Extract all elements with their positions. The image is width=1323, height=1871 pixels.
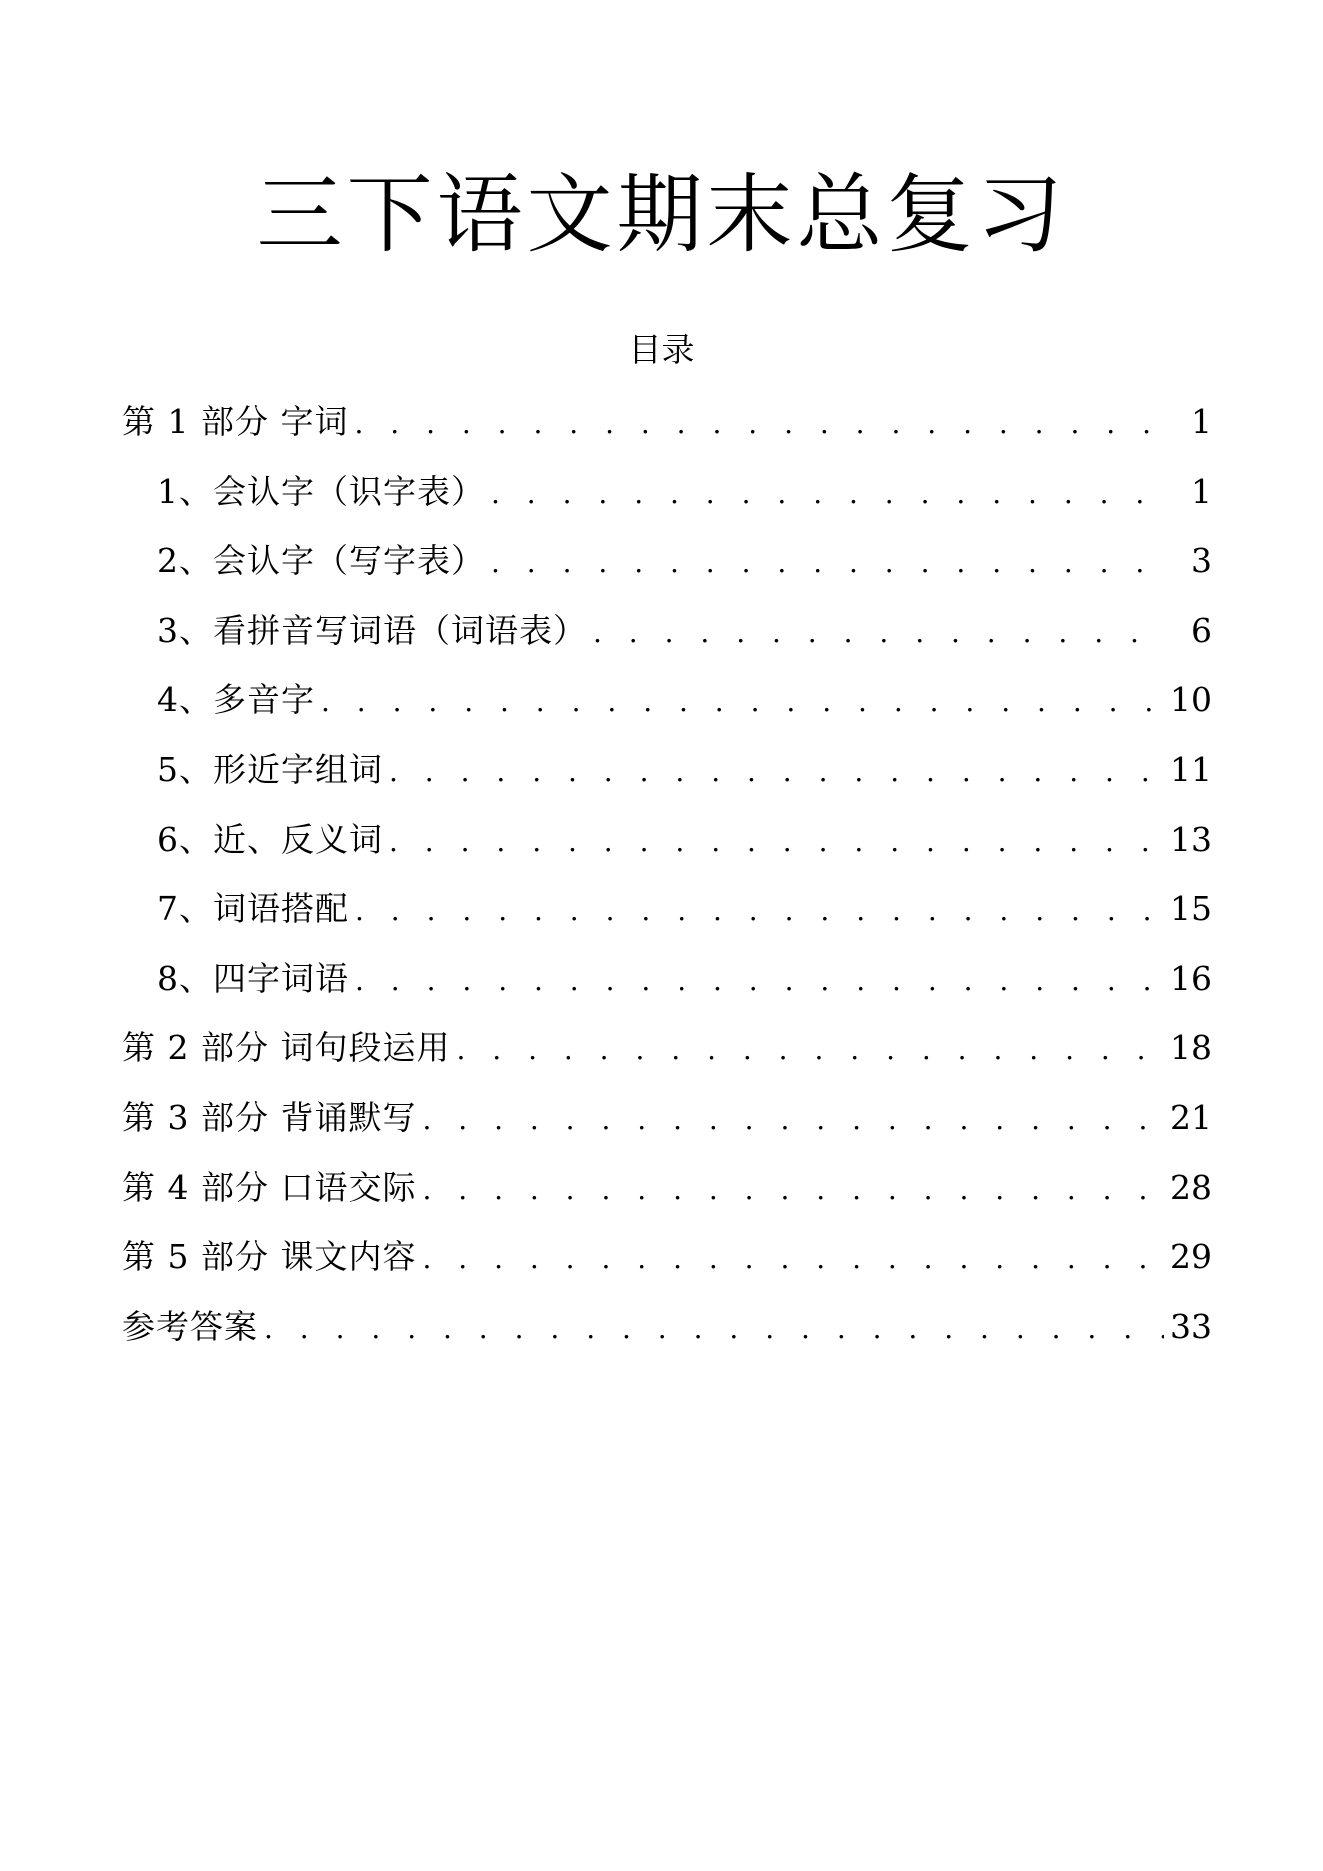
toc-page-number: 18 [1170, 1028, 1212, 1068]
toc-dot-leader [593, 611, 1166, 655]
toc-dot-leader [355, 959, 1164, 1003]
toc-entry-label: 6、近、反义词 [157, 819, 383, 859]
toc-entry-label: 3、看拼音写词语（词语表） [157, 610, 587, 650]
toc-entry-label: 7、词语搭配 [157, 889, 349, 929]
toc-page-number: 33 [1170, 1306, 1212, 1346]
toc-entry-1-1[interactable] [122, 470, 1212, 540]
toc-entry-label: 2、会认字（写字表） [157, 541, 485, 581]
toc-page-number: 16 [1170, 958, 1212, 998]
toc-page-number: 1 [1191, 402, 1212, 441]
toc-entry-part-1[interactable] [122, 400, 1212, 470]
toc-page-number: 6 [1191, 610, 1212, 650]
toc-entry-label: 4、多音字 [157, 680, 315, 720]
toc-entry-label: 第 1 部分 字词 [122, 402, 349, 441]
toc-entry-label: 第 3 部分 背诵默写 [122, 1097, 417, 1137]
toc-entry-1-5[interactable] [122, 748, 1212, 818]
toc-dot-leader [456, 1028, 1164, 1072]
toc-page-number: 13 [1170, 819, 1212, 859]
toc-page-number: 10 [1170, 680, 1212, 720]
toc-entry-label: 第 2 部分 词句段运用 [122, 1028, 451, 1068]
toc-entry-1-4[interactable] [122, 678, 1212, 748]
toc-entry-part-3[interactable] [122, 1096, 1212, 1166]
toc-entry-label: 第 5 部分 课文内容 [122, 1237, 417, 1277]
toc-entry-part-5[interactable] [122, 1235, 1212, 1305]
toc-page-number: 11 [1170, 749, 1212, 789]
toc-entry-1-6[interactable] [122, 818, 1212, 888]
toc-page-number: 15 [1170, 889, 1212, 929]
toc-dot-leader [422, 1168, 1164, 1212]
toc-dot-leader [354, 402, 1166, 446]
toc-entry-label: 8、四字词语 [157, 958, 349, 998]
toc-entry-label: 参考答案 [122, 1306, 258, 1346]
toc-page-number: 29 [1170, 1237, 1212, 1277]
toc-dot-leader [491, 541, 1166, 585]
document-title: 三下语文期末总复习 [256, 165, 1067, 265]
toc-entry-1-7[interactable] [122, 887, 1212, 957]
toc-entry-part-2[interactable] [122, 1026, 1212, 1096]
toc-entry-label: 1、会认字（识字表） [157, 471, 485, 511]
table-of-contents [122, 400, 1212, 1374]
toc-dot-leader [355, 889, 1164, 933]
toc-entry-1-2[interactable] [122, 539, 1212, 609]
toc-heading: 目录 [628, 330, 695, 369]
toc-dot-leader [321, 680, 1164, 724]
toc-entry-part-4[interactable] [122, 1166, 1212, 1236]
toc-page-number: 28 [1170, 1167, 1212, 1207]
toc-dot-leader [422, 1237, 1164, 1281]
toc-page-number: 3 [1191, 541, 1212, 581]
toc-dot-leader [422, 1098, 1164, 1142]
toc-dot-leader [491, 472, 1166, 516]
toc-dot-leader [389, 820, 1164, 864]
toc-entry-1-8[interactable] [122, 957, 1212, 1027]
toc-page-number: 21 [1170, 1097, 1212, 1137]
toc-page-number: 1 [1191, 471, 1212, 511]
toc-dot-leader [264, 1307, 1164, 1351]
toc-entry-answers[interactable] [122, 1305, 1212, 1375]
toc-entry-label: 5、形近字组词 [157, 749, 383, 789]
toc-entry-label: 第 4 部分 口语交际 [122, 1167, 417, 1207]
toc-entry-1-3[interactable] [122, 609, 1212, 679]
toc-dot-leader [389, 750, 1164, 794]
